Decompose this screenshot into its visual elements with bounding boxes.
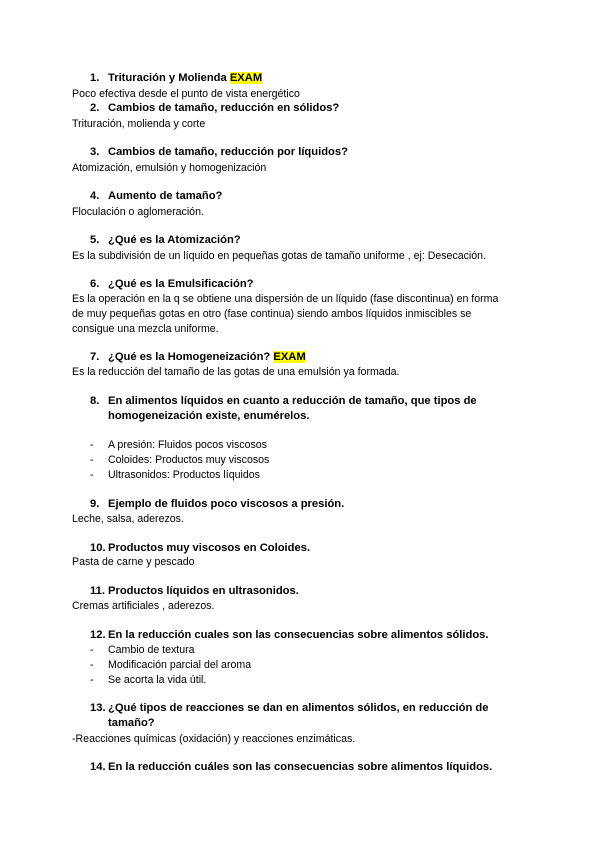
- question-number: 9.: [90, 498, 100, 510]
- question-number: 13.: [90, 702, 106, 714]
- answer-6-line-1: Es la operación en la q se obtiene una dispersión de un líquido (fase discontinua) en forma: [72, 293, 499, 305]
- list-dash: -: [90, 674, 94, 686]
- answer-6-line-2: de muy pequeñas gotas en otro (fase continua) siendo ambos líquidos inmiscibles se: [72, 308, 472, 320]
- list-dash: -: [90, 439, 94, 451]
- question-number: 7.: [90, 351, 100, 363]
- question-text: Trituración y Molienda: [108, 72, 230, 84]
- list-item-text: Modificación parcial del aroma: [108, 659, 252, 671]
- question-text: Productos líquidos en ultrasonidos.: [108, 585, 299, 597]
- question-number: 14.: [90, 761, 106, 773]
- question-text: Cambios de tamaño, reducción en sólidos?: [108, 102, 340, 114]
- question-text: Cambios de tamaño, reducción por líquidos?: [108, 146, 348, 158]
- exam-highlight: EXAM: [273, 351, 306, 363]
- question-number: 3.: [90, 146, 100, 158]
- list-item: [90, 438, 267, 452]
- list-item-text: Coloides: Productos muy viscosos: [108, 454, 270, 466]
- question-text: ¿Qué tipos de reacciones se dan en alimentos sólidos, en reducción de: [108, 702, 489, 714]
- question-number: 8.: [90, 395, 100, 407]
- list-item: [90, 643, 195, 657]
- list-dash: -: [90, 469, 94, 481]
- question-8-continuation: homogeneización existe, enumérelos.: [108, 410, 310, 422]
- question-text: Ejemplo de fluidos poco viscosos a presión.: [108, 498, 345, 510]
- question-8: [90, 394, 477, 409]
- exam-highlight: EXAM: [229, 72, 263, 84]
- answer-5: Es la subdivisión de un líquido en pequeñas gotas de tamaño uniforme , ej: Desecación.: [72, 250, 487, 262]
- question-number: 12.: [90, 629, 106, 641]
- question-5: [90, 233, 241, 248]
- question-3: [90, 145, 348, 160]
- list-item-text: Se acorta la vida útil.: [108, 674, 207, 686]
- question-4: [90, 189, 222, 204]
- question-text: Productos muy viscosos en Coloides.: [108, 542, 311, 554]
- question-number: 6.: [90, 278, 100, 290]
- question-number: 2.: [90, 102, 100, 114]
- question-13-continuation: tamaño?: [108, 717, 155, 729]
- list-item-text: Ultrasonidos: Productos líquidos: [108, 469, 260, 481]
- answer-10: Pasta de carne y pescado: [72, 556, 195, 568]
- question-9: [90, 497, 344, 512]
- question-12: [90, 628, 489, 643]
- question-text: ¿Qué es la Emulsificación?: [108, 278, 254, 290]
- answer-13: -Reacciones químicas (oxidación) y reacciones enzimáticas.: [72, 733, 356, 745]
- question-number: 4.: [90, 190, 100, 202]
- question-text: ¿Qué es la Homogeneización?: [108, 351, 274, 363]
- list-dash: -: [90, 644, 94, 656]
- list-item-text: Cambio de textura: [108, 644, 195, 656]
- question-6: [90, 277, 253, 292]
- question-text: En la reducción cuales son las consecuencias sobre alimentos sólidos.: [108, 629, 489, 641]
- list-item: [90, 468, 260, 482]
- answer-4: Floculación o aglomeración.: [72, 206, 204, 218]
- question-text: En la reducción cuáles son las consecuencias sobre alimentos líquidos.: [108, 761, 493, 773]
- list-item: [90, 673, 206, 687]
- question-number: 10.: [90, 542, 106, 554]
- answer-6-line-3: consigue una mezcla uniforme.: [72, 323, 219, 335]
- question-11: [90, 584, 299, 599]
- question-text: ¿Qué es la Atomización?: [108, 234, 241, 246]
- question-7: [90, 350, 306, 365]
- list-dash: -: [90, 454, 94, 466]
- list-item: [90, 453, 269, 467]
- answer-2: Trituración, molienda y corte: [72, 118, 206, 130]
- question-number: 5.: [90, 234, 100, 246]
- list-item-text: A presión: Fluidos pocos viscosos: [108, 439, 267, 451]
- answer-3: Atomización, emulsión y homogenización: [72, 162, 267, 174]
- answer-11: Cremas artificiales , aderezos.: [72, 600, 215, 612]
- question-text: En alimentos líquidos en cuanto a reducción de tamaño, que tipos de: [108, 395, 477, 407]
- list-dash: -: [90, 659, 94, 671]
- question-number: 11.: [90, 585, 105, 597]
- answer-7: Es la reducción del tamaño de las gotas de una emulsión ya formada.: [72, 366, 400, 378]
- list-item: [90, 658, 251, 672]
- answer-1: Poco efectiva desde el punto de vista energético: [72, 88, 300, 100]
- question-text: Aumento de tamaño?: [108, 190, 223, 202]
- question-1: [90, 71, 262, 86]
- question-2: [90, 101, 339, 116]
- question-14: [90, 760, 492, 775]
- question-10: [90, 541, 310, 556]
- question-number: 1.: [90, 72, 100, 84]
- question-13: [90, 701, 488, 716]
- answer-9: Leche, salsa, aderezos.: [72, 513, 184, 525]
